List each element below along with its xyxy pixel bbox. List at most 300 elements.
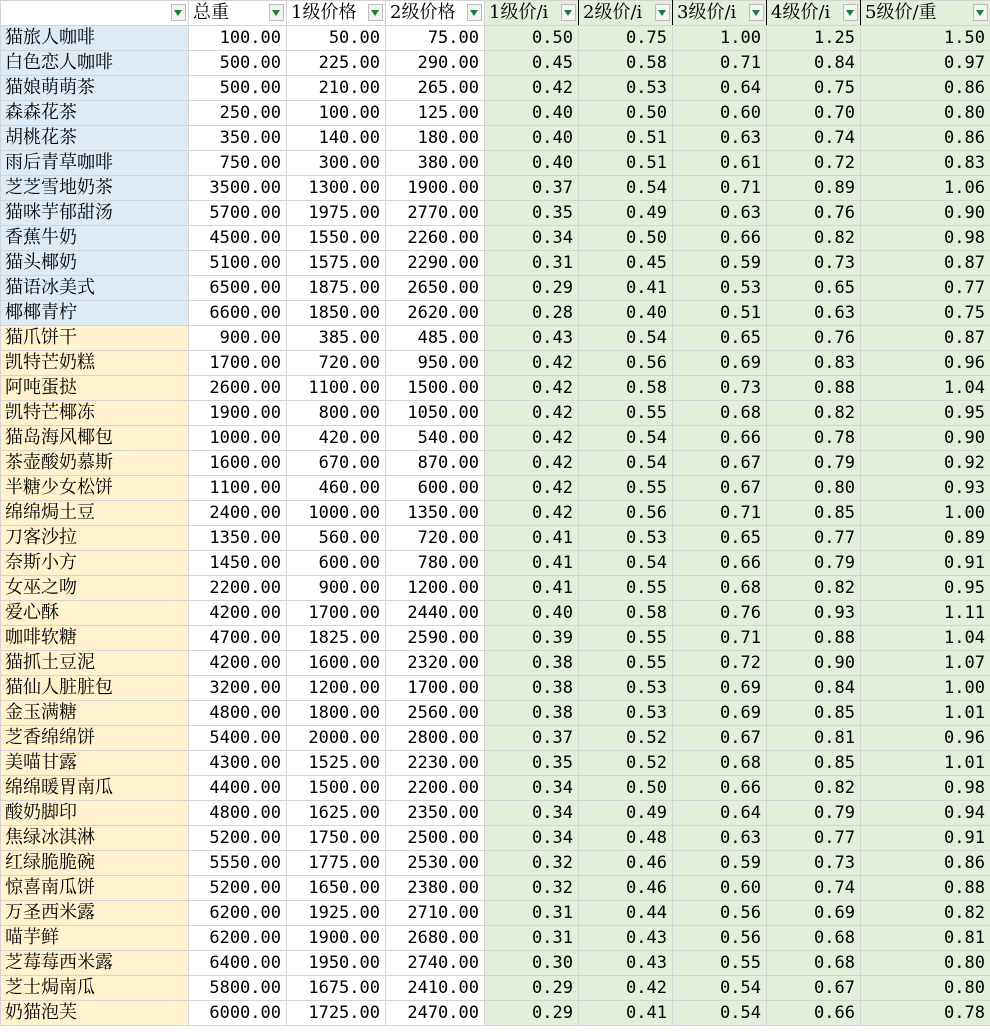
cell-ratio2[interactable]: 0.58 bbox=[579, 51, 673, 76]
cell-ratio1[interactable]: 0.29 bbox=[485, 976, 579, 1001]
cell-price1[interactable]: 385.00 bbox=[287, 326, 386, 351]
cell-price1[interactable]: 1500.00 bbox=[287, 776, 386, 801]
cell-price1[interactable]: 1875.00 bbox=[287, 276, 386, 301]
cell-ratio2[interactable]: 0.52 bbox=[579, 751, 673, 776]
cell-weight[interactable]: 4500.00 bbox=[189, 226, 287, 251]
cell-name[interactable]: 森森花茶 bbox=[1, 101, 189, 126]
cell-name[interactable]: 刀客沙拉 bbox=[1, 526, 189, 551]
cell-weight[interactable]: 6400.00 bbox=[189, 951, 287, 976]
cell-price2[interactable]: 2650.00 bbox=[386, 276, 485, 301]
cell-ratio2[interactable]: 0.55 bbox=[579, 651, 673, 676]
filter-dropdown-icon[interactable] bbox=[749, 4, 764, 21]
cell-ratio1[interactable]: 0.35 bbox=[485, 201, 579, 226]
cell-weight[interactable]: 2400.00 bbox=[189, 501, 287, 526]
cell-name[interactable]: 猫旅人咖啡 bbox=[1, 26, 189, 51]
cell-price2[interactable]: 600.00 bbox=[386, 476, 485, 501]
cell-ratio3[interactable]: 0.68 bbox=[673, 401, 767, 426]
cell-ratio2[interactable]: 0.55 bbox=[579, 576, 673, 601]
cell-ratio1[interactable]: 0.35 bbox=[485, 751, 579, 776]
cell-ratio3[interactable]: 0.65 bbox=[673, 526, 767, 551]
cell-ratio4[interactable]: 0.72 bbox=[767, 151, 861, 176]
cell-weight[interactable]: 500.00 bbox=[189, 76, 287, 101]
cell-ratio4[interactable]: 0.81 bbox=[767, 726, 861, 751]
cell-ratio2[interactable]: 0.49 bbox=[579, 801, 673, 826]
cell-ratio4[interactable]: 0.69 bbox=[767, 901, 861, 926]
cell-weight[interactable]: 4800.00 bbox=[189, 701, 287, 726]
cell-ratio2[interactable]: 0.46 bbox=[579, 876, 673, 901]
cell-name[interactable]: 爱心酥 bbox=[1, 601, 189, 626]
cell-ratio2[interactable]: 0.43 bbox=[579, 951, 673, 976]
cell-ratio2[interactable]: 0.53 bbox=[579, 526, 673, 551]
cell-price1[interactable]: 900.00 bbox=[287, 576, 386, 601]
cell-ratio5[interactable]: 0.97 bbox=[861, 51, 990, 76]
cell-ratio4[interactable]: 0.79 bbox=[767, 801, 861, 826]
cell-ratio5[interactable]: 1.06 bbox=[861, 176, 990, 201]
cell-ratio1[interactable]: 0.38 bbox=[485, 651, 579, 676]
cell-ratio1[interactable]: 0.40 bbox=[485, 601, 579, 626]
cell-name[interactable]: 绵绵焗土豆 bbox=[1, 501, 189, 526]
cell-ratio2[interactable]: 0.46 bbox=[579, 851, 673, 876]
cell-price1[interactable]: 1575.00 bbox=[287, 251, 386, 276]
cell-name[interactable]: 红绿脆脆碗 bbox=[1, 851, 189, 876]
cell-price1[interactable]: 1675.00 bbox=[287, 976, 386, 1001]
cell-ratio4[interactable]: 0.74 bbox=[767, 126, 861, 151]
cell-weight[interactable]: 1900.00 bbox=[189, 401, 287, 426]
cell-ratio3[interactable]: 0.68 bbox=[673, 576, 767, 601]
cell-name[interactable]: 猫抓土豆泥 bbox=[1, 651, 189, 676]
cell-price1[interactable]: 1000.00 bbox=[287, 501, 386, 526]
filter-dropdown-icon[interactable] bbox=[171, 4, 186, 21]
cell-price2[interactable]: 485.00 bbox=[386, 326, 485, 351]
cell-ratio3[interactable]: 0.68 bbox=[673, 751, 767, 776]
cell-ratio1[interactable]: 0.30 bbox=[485, 951, 579, 976]
cell-price1[interactable]: 1100.00 bbox=[287, 376, 386, 401]
cell-ratio3[interactable]: 0.59 bbox=[673, 851, 767, 876]
cell-price2[interactable]: 1050.00 bbox=[386, 401, 485, 426]
cell-weight[interactable]: 3500.00 bbox=[189, 176, 287, 201]
cell-price1[interactable]: 1750.00 bbox=[287, 826, 386, 851]
cell-ratio1[interactable]: 0.32 bbox=[485, 851, 579, 876]
cell-price2[interactable]: 780.00 bbox=[386, 551, 485, 576]
cell-ratio3[interactable]: 0.69 bbox=[673, 351, 767, 376]
cell-name[interactable]: 芝芝雪地奶茶 bbox=[1, 176, 189, 201]
cell-price1[interactable]: 1825.00 bbox=[287, 626, 386, 651]
cell-name[interactable]: 凯特芒奶糕 bbox=[1, 351, 189, 376]
cell-ratio3[interactable]: 0.65 bbox=[673, 326, 767, 351]
cell-ratio2[interactable]: 0.54 bbox=[579, 326, 673, 351]
cell-ratio2[interactable]: 0.55 bbox=[579, 401, 673, 426]
cell-name[interactable]: 喵芋鲜 bbox=[1, 926, 189, 951]
cell-weight[interactable]: 4400.00 bbox=[189, 776, 287, 801]
cell-ratio2[interactable]: 0.54 bbox=[579, 176, 673, 201]
cell-ratio4[interactable]: 0.88 bbox=[767, 626, 861, 651]
cell-price2[interactable]: 180.00 bbox=[386, 126, 485, 151]
cell-ratio4[interactable]: 0.68 bbox=[767, 951, 861, 976]
cell-ratio5[interactable]: 0.96 bbox=[861, 351, 990, 376]
cell-name[interactable]: 猫娘萌萌茶 bbox=[1, 76, 189, 101]
cell-ratio3[interactable]: 0.71 bbox=[673, 626, 767, 651]
cell-ratio1[interactable]: 0.42 bbox=[485, 426, 579, 451]
cell-price2[interactable]: 2530.00 bbox=[386, 851, 485, 876]
cell-ratio1[interactable]: 0.29 bbox=[485, 1001, 579, 1026]
cell-ratio3[interactable]: 0.71 bbox=[673, 501, 767, 526]
cell-ratio5[interactable]: 0.95 bbox=[861, 576, 990, 601]
cell-ratio4[interactable]: 0.93 bbox=[767, 601, 861, 626]
filter-dropdown-icon[interactable] bbox=[973, 4, 988, 21]
cell-ratio1[interactable]: 0.42 bbox=[485, 76, 579, 101]
cell-ratio1[interactable]: 0.42 bbox=[485, 376, 579, 401]
cell-ratio4[interactable]: 0.63 bbox=[767, 301, 861, 326]
cell-price1[interactable]: 1200.00 bbox=[287, 676, 386, 701]
cell-price1[interactable]: 1725.00 bbox=[287, 1001, 386, 1026]
cell-price1[interactable]: 1800.00 bbox=[287, 701, 386, 726]
cell-ratio4[interactable]: 0.85 bbox=[767, 501, 861, 526]
cell-price2[interactable]: 2620.00 bbox=[386, 301, 485, 326]
cell-weight[interactable]: 3200.00 bbox=[189, 676, 287, 701]
cell-ratio2[interactable]: 0.51 bbox=[579, 151, 673, 176]
cell-name[interactable]: 惊喜南瓜饼 bbox=[1, 876, 189, 901]
cell-price2[interactable]: 2800.00 bbox=[386, 726, 485, 751]
cell-ratio4[interactable]: 0.80 bbox=[767, 476, 861, 501]
cell-price1[interactable]: 600.00 bbox=[287, 551, 386, 576]
cell-price1[interactable]: 300.00 bbox=[287, 151, 386, 176]
cell-ratio2[interactable]: 0.50 bbox=[579, 776, 673, 801]
cell-ratio5[interactable]: 1.01 bbox=[861, 701, 990, 726]
cell-name[interactable]: 酸奶脚印 bbox=[1, 801, 189, 826]
cell-ratio2[interactable]: 0.51 bbox=[579, 126, 673, 151]
cell-ratio1[interactable]: 0.32 bbox=[485, 876, 579, 901]
cell-weight[interactable]: 2600.00 bbox=[189, 376, 287, 401]
cell-name[interactable]: 凯特芒椰冻 bbox=[1, 401, 189, 426]
cell-name[interactable]: 芝士焗南瓜 bbox=[1, 976, 189, 1001]
cell-weight[interactable]: 2200.00 bbox=[189, 576, 287, 601]
cell-ratio2[interactable]: 0.56 bbox=[579, 351, 673, 376]
cell-ratio3[interactable]: 0.60 bbox=[673, 876, 767, 901]
cell-ratio3[interactable]: 0.63 bbox=[673, 126, 767, 151]
cell-name[interactable]: 女巫之吻 bbox=[1, 576, 189, 601]
cell-ratio3[interactable]: 0.61 bbox=[673, 151, 767, 176]
cell-weight[interactable]: 1350.00 bbox=[189, 526, 287, 551]
cell-price1[interactable]: 720.00 bbox=[287, 351, 386, 376]
filter-dropdown-icon[interactable] bbox=[269, 4, 284, 21]
cell-weight[interactable]: 900.00 bbox=[189, 326, 287, 351]
cell-ratio1[interactable]: 0.41 bbox=[485, 576, 579, 601]
cell-price2[interactable]: 720.00 bbox=[386, 526, 485, 551]
cell-ratio2[interactable]: 0.41 bbox=[579, 1001, 673, 1026]
cell-price2[interactable]: 540.00 bbox=[386, 426, 485, 451]
cell-ratio1[interactable]: 0.41 bbox=[485, 551, 579, 576]
cell-weight[interactable]: 5700.00 bbox=[189, 201, 287, 226]
cell-price2[interactable]: 2560.00 bbox=[386, 701, 485, 726]
cell-ratio4[interactable]: 0.75 bbox=[767, 76, 861, 101]
cell-ratio2[interactable]: 0.52 bbox=[579, 726, 673, 751]
cell-name[interactable]: 焦绿冰淇淋 bbox=[1, 826, 189, 851]
cell-ratio4[interactable]: 0.88 bbox=[767, 376, 861, 401]
cell-name[interactable]: 猫爪饼干 bbox=[1, 326, 189, 351]
cell-ratio2[interactable]: 0.56 bbox=[579, 501, 673, 526]
cell-ratio1[interactable]: 0.39 bbox=[485, 626, 579, 651]
cell-price1[interactable]: 1700.00 bbox=[287, 601, 386, 626]
cell-weight[interactable]: 1700.00 bbox=[189, 351, 287, 376]
cell-ratio2[interactable]: 0.40 bbox=[579, 301, 673, 326]
cell-name[interactable]: 美喵甘露 bbox=[1, 751, 189, 776]
cell-weight[interactable]: 4200.00 bbox=[189, 601, 287, 626]
cell-price1[interactable]: 225.00 bbox=[287, 51, 386, 76]
cell-price2[interactable]: 870.00 bbox=[386, 451, 485, 476]
cell-weight[interactable]: 5400.00 bbox=[189, 726, 287, 751]
cell-ratio3[interactable]: 0.73 bbox=[673, 376, 767, 401]
cell-name[interactable]: 万圣西米露 bbox=[1, 901, 189, 926]
cell-ratio4[interactable]: 0.65 bbox=[767, 276, 861, 301]
cell-ratio2[interactable]: 0.45 bbox=[579, 251, 673, 276]
cell-ratio2[interactable]: 0.42 bbox=[579, 976, 673, 1001]
cell-ratio1[interactable]: 0.37 bbox=[485, 176, 579, 201]
cell-price2[interactable]: 2680.00 bbox=[386, 926, 485, 951]
cell-price2[interactable]: 2290.00 bbox=[386, 251, 485, 276]
cell-ratio2[interactable]: 0.53 bbox=[579, 701, 673, 726]
cell-ratio3[interactable]: 0.69 bbox=[673, 676, 767, 701]
cell-price1[interactable]: 670.00 bbox=[287, 451, 386, 476]
cell-ratio4[interactable]: 0.84 bbox=[767, 51, 861, 76]
cell-ratio3[interactable]: 0.72 bbox=[673, 651, 767, 676]
cell-ratio5[interactable]: 0.77 bbox=[861, 276, 990, 301]
cell-ratio3[interactable]: 0.59 bbox=[673, 251, 767, 276]
cell-ratio2[interactable]: 0.43 bbox=[579, 926, 673, 951]
cell-ratio2[interactable]: 0.50 bbox=[579, 226, 673, 251]
cell-ratio5[interactable]: 0.87 bbox=[861, 251, 990, 276]
cell-ratio5[interactable]: 1.01 bbox=[861, 751, 990, 776]
cell-ratio1[interactable]: 0.42 bbox=[485, 401, 579, 426]
cell-ratio3[interactable]: 0.54 bbox=[673, 1001, 767, 1026]
cell-ratio1[interactable]: 0.34 bbox=[485, 826, 579, 851]
cell-ratio2[interactable]: 0.55 bbox=[579, 476, 673, 501]
cell-ratio4[interactable]: 0.73 bbox=[767, 851, 861, 876]
cell-price2[interactable]: 2260.00 bbox=[386, 226, 485, 251]
cell-weight[interactable]: 1450.00 bbox=[189, 551, 287, 576]
filter-dropdown-icon[interactable] bbox=[655, 4, 670, 21]
cell-ratio5[interactable]: 1.07 bbox=[861, 651, 990, 676]
cell-ratio3[interactable]: 0.66 bbox=[673, 551, 767, 576]
cell-weight[interactable]: 6200.00 bbox=[189, 926, 287, 951]
cell-price1[interactable]: 800.00 bbox=[287, 401, 386, 426]
cell-ratio1[interactable]: 0.40 bbox=[485, 126, 579, 151]
cell-ratio5[interactable]: 0.86 bbox=[861, 76, 990, 101]
cell-name[interactable]: 胡桃花茶 bbox=[1, 126, 189, 151]
cell-ratio4[interactable]: 0.78 bbox=[767, 426, 861, 451]
cell-ratio4[interactable]: 0.85 bbox=[767, 751, 861, 776]
cell-weight[interactable]: 6500.00 bbox=[189, 276, 287, 301]
cell-ratio4[interactable]: 0.74 bbox=[767, 876, 861, 901]
cell-ratio3[interactable]: 0.66 bbox=[673, 426, 767, 451]
cell-price2[interactable]: 1350.00 bbox=[386, 501, 485, 526]
cell-ratio5[interactable]: 0.91 bbox=[861, 826, 990, 851]
cell-ratio2[interactable]: 0.53 bbox=[579, 76, 673, 101]
cell-ratio1[interactable]: 0.29 bbox=[485, 276, 579, 301]
cell-ratio2[interactable]: 0.54 bbox=[579, 451, 673, 476]
cell-weight[interactable]: 6600.00 bbox=[189, 301, 287, 326]
cell-weight[interactable]: 5100.00 bbox=[189, 251, 287, 276]
cell-ratio3[interactable]: 0.66 bbox=[673, 226, 767, 251]
cell-price2[interactable]: 1700.00 bbox=[386, 676, 485, 701]
cell-price2[interactable]: 2320.00 bbox=[386, 651, 485, 676]
cell-weight[interactable]: 4700.00 bbox=[189, 626, 287, 651]
cell-name[interactable]: 芝香绵绵饼 bbox=[1, 726, 189, 751]
cell-ratio5[interactable]: 0.98 bbox=[861, 776, 990, 801]
cell-ratio5[interactable]: 0.86 bbox=[861, 851, 990, 876]
cell-ratio3[interactable]: 0.71 bbox=[673, 176, 767, 201]
cell-ratio5[interactable]: 0.86 bbox=[861, 126, 990, 151]
cell-ratio2[interactable]: 0.53 bbox=[579, 676, 673, 701]
cell-ratio4[interactable]: 0.77 bbox=[767, 526, 861, 551]
cell-ratio4[interactable]: 0.77 bbox=[767, 826, 861, 851]
cell-ratio1[interactable]: 0.31 bbox=[485, 251, 579, 276]
cell-price2[interactable]: 380.00 bbox=[386, 151, 485, 176]
cell-weight[interactable]: 1000.00 bbox=[189, 426, 287, 451]
cell-ratio4[interactable]: 0.67 bbox=[767, 976, 861, 1001]
cell-ratio2[interactable]: 0.75 bbox=[579, 26, 673, 51]
cell-price2[interactable]: 2410.00 bbox=[386, 976, 485, 1001]
cell-ratio4[interactable]: 0.82 bbox=[767, 226, 861, 251]
cell-ratio4[interactable]: 0.82 bbox=[767, 776, 861, 801]
cell-price1[interactable]: 2000.00 bbox=[287, 726, 386, 751]
cell-price2[interactable]: 1200.00 bbox=[386, 576, 485, 601]
cell-ratio3[interactable]: 0.69 bbox=[673, 701, 767, 726]
cell-price2[interactable]: 2350.00 bbox=[386, 801, 485, 826]
cell-weight[interactable]: 6200.00 bbox=[189, 901, 287, 926]
cell-ratio3[interactable]: 0.63 bbox=[673, 201, 767, 226]
cell-name[interactable]: 芝莓莓西米露 bbox=[1, 951, 189, 976]
cell-ratio5[interactable]: 1.04 bbox=[861, 376, 990, 401]
cell-price2[interactable]: 2230.00 bbox=[386, 751, 485, 776]
cell-ratio3[interactable]: 0.71 bbox=[673, 51, 767, 76]
cell-name[interactable]: 奶猫泡芙 bbox=[1, 1001, 189, 1026]
cell-ratio5[interactable]: 0.98 bbox=[861, 226, 990, 251]
cell-ratio1[interactable]: 0.43 bbox=[485, 326, 579, 351]
cell-price1[interactable]: 1850.00 bbox=[287, 301, 386, 326]
cell-price1[interactable]: 1300.00 bbox=[287, 176, 386, 201]
cell-ratio3[interactable]: 0.54 bbox=[673, 976, 767, 1001]
cell-ratio5[interactable]: 0.78 bbox=[861, 1001, 990, 1026]
cell-ratio1[interactable]: 0.42 bbox=[485, 476, 579, 501]
cell-ratio4[interactable]: 0.89 bbox=[767, 176, 861, 201]
cell-ratio5[interactable]: 0.95 bbox=[861, 401, 990, 426]
cell-ratio5[interactable]: 1.00 bbox=[861, 501, 990, 526]
cell-ratio2[interactable]: 0.58 bbox=[579, 601, 673, 626]
cell-ratio5[interactable]: 0.89 bbox=[861, 526, 990, 551]
cell-ratio2[interactable]: 0.55 bbox=[579, 626, 673, 651]
cell-price1[interactable]: 1625.00 bbox=[287, 801, 386, 826]
cell-ratio5[interactable]: 0.81 bbox=[861, 926, 990, 951]
cell-price1[interactable]: 460.00 bbox=[287, 476, 386, 501]
cell-ratio5[interactable]: 0.93 bbox=[861, 476, 990, 501]
cell-weight[interactable]: 5200.00 bbox=[189, 826, 287, 851]
cell-name[interactable]: 猫头椰奶 bbox=[1, 251, 189, 276]
cell-ratio5[interactable]: 0.80 bbox=[861, 101, 990, 126]
cell-weight[interactable]: 250.00 bbox=[189, 101, 287, 126]
cell-price2[interactable]: 2440.00 bbox=[386, 601, 485, 626]
cell-price2[interactable]: 2470.00 bbox=[386, 1001, 485, 1026]
cell-name[interactable]: 奈斯小方 bbox=[1, 551, 189, 576]
cell-ratio4[interactable]: 0.85 bbox=[767, 701, 861, 726]
cell-ratio4[interactable]: 0.82 bbox=[767, 576, 861, 601]
cell-ratio5[interactable]: 1.00 bbox=[861, 676, 990, 701]
cell-name[interactable]: 雨后青草咖啡 bbox=[1, 151, 189, 176]
cell-ratio3[interactable]: 0.67 bbox=[673, 476, 767, 501]
cell-price1[interactable]: 140.00 bbox=[287, 126, 386, 151]
cell-ratio4[interactable]: 0.83 bbox=[767, 351, 861, 376]
cell-ratio1[interactable]: 0.40 bbox=[485, 151, 579, 176]
cell-ratio5[interactable]: 0.96 bbox=[861, 726, 990, 751]
cell-ratio4[interactable]: 0.76 bbox=[767, 201, 861, 226]
cell-name[interactable]: 猫语冰美式 bbox=[1, 276, 189, 301]
cell-ratio5[interactable]: 0.90 bbox=[861, 201, 990, 226]
cell-ratio3[interactable]: 0.56 bbox=[673, 901, 767, 926]
cell-ratio1[interactable]: 0.37 bbox=[485, 726, 579, 751]
cell-price2[interactable]: 950.00 bbox=[386, 351, 485, 376]
cell-price2[interactable]: 2500.00 bbox=[386, 826, 485, 851]
cell-ratio4[interactable]: 0.73 bbox=[767, 251, 861, 276]
cell-price1[interactable]: 1525.00 bbox=[287, 751, 386, 776]
cell-ratio1[interactable]: 0.42 bbox=[485, 351, 579, 376]
cell-ratio2[interactable]: 0.54 bbox=[579, 551, 673, 576]
cell-ratio3[interactable]: 0.56 bbox=[673, 926, 767, 951]
cell-price1[interactable]: 1600.00 bbox=[287, 651, 386, 676]
cell-weight[interactable]: 500.00 bbox=[189, 51, 287, 76]
cell-price1[interactable]: 1950.00 bbox=[287, 951, 386, 976]
cell-ratio1[interactable]: 0.42 bbox=[485, 451, 579, 476]
cell-ratio3[interactable]: 0.64 bbox=[673, 76, 767, 101]
cell-price2[interactable]: 290.00 bbox=[386, 51, 485, 76]
cell-ratio5[interactable]: 0.80 bbox=[861, 976, 990, 1001]
cell-ratio4[interactable]: 0.84 bbox=[767, 676, 861, 701]
cell-ratio4[interactable]: 0.68 bbox=[767, 926, 861, 951]
cell-price2[interactable]: 2380.00 bbox=[386, 876, 485, 901]
cell-price2[interactable]: 265.00 bbox=[386, 76, 485, 101]
cell-price1[interactable]: 50.00 bbox=[287, 26, 386, 51]
cell-ratio3[interactable]: 0.67 bbox=[673, 726, 767, 751]
cell-ratio1[interactable]: 0.31 bbox=[485, 901, 579, 926]
cell-price1[interactable]: 1975.00 bbox=[287, 201, 386, 226]
cell-ratio3[interactable]: 0.64 bbox=[673, 801, 767, 826]
cell-name[interactable]: 椰椰青柠 bbox=[1, 301, 189, 326]
cell-price2[interactable]: 1500.00 bbox=[386, 376, 485, 401]
cell-price2[interactable]: 1900.00 bbox=[386, 176, 485, 201]
cell-ratio5[interactable]: 1.04 bbox=[861, 626, 990, 651]
cell-ratio1[interactable]: 0.28 bbox=[485, 301, 579, 326]
cell-ratio5[interactable]: 0.90 bbox=[861, 426, 990, 451]
cell-price2[interactable]: 2710.00 bbox=[386, 901, 485, 926]
cell-name[interactable]: 猫咪芋郁甜汤 bbox=[1, 201, 189, 226]
cell-ratio5[interactable]: 0.82 bbox=[861, 901, 990, 926]
cell-ratio4[interactable]: 0.79 bbox=[767, 451, 861, 476]
cell-price1[interactable]: 1925.00 bbox=[287, 901, 386, 926]
cell-name[interactable]: 茶壶酸奶慕斯 bbox=[1, 451, 189, 476]
cell-ratio1[interactable]: 0.45 bbox=[485, 51, 579, 76]
cell-name[interactable]: 咖啡软糖 bbox=[1, 626, 189, 651]
cell-ratio1[interactable]: 0.34 bbox=[485, 776, 579, 801]
cell-ratio1[interactable]: 0.38 bbox=[485, 676, 579, 701]
cell-weight[interactable]: 5200.00 bbox=[189, 876, 287, 901]
cell-ratio5[interactable]: 0.91 bbox=[861, 551, 990, 576]
cell-ratio2[interactable]: 0.54 bbox=[579, 426, 673, 451]
cell-price2[interactable]: 125.00 bbox=[386, 101, 485, 126]
cell-price2[interactable]: 2770.00 bbox=[386, 201, 485, 226]
cell-price2[interactable]: 2740.00 bbox=[386, 951, 485, 976]
cell-weight[interactable]: 4200.00 bbox=[189, 651, 287, 676]
cell-ratio3[interactable]: 1.00 bbox=[673, 26, 767, 51]
cell-ratio1[interactable]: 0.41 bbox=[485, 526, 579, 551]
cell-ratio4[interactable]: 0.66 bbox=[767, 1001, 861, 1026]
